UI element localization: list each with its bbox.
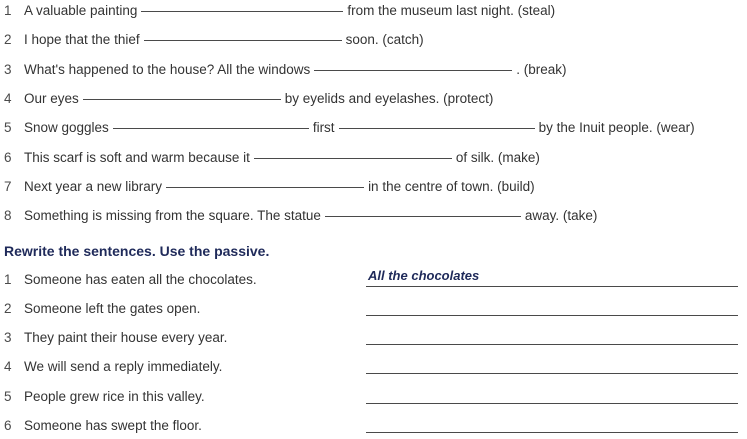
sentence-text: People grew rice in this valley. — [24, 389, 205, 404]
exercise-2-item-1 — [0, 272, 257, 287]
answer-blank[interactable] — [339, 127, 535, 129]
item-number: 4 — [4, 91, 12, 106]
exercise-2-item-2 — [0, 301, 200, 316]
exercise-2-item-4 — [0, 359, 222, 374]
sentence-middle: first — [312, 120, 335, 135]
exercise-1-item-3 — [0, 62, 567, 77]
answer-line[interactable] — [366, 285, 738, 287]
item-number: 3 — [4, 330, 12, 345]
answer-line[interactable] — [366, 314, 738, 316]
answer-line[interactable] — [366, 372, 738, 374]
sentence-start: I hope that the thief — [24, 32, 140, 47]
item-number: 1 — [4, 3, 12, 18]
item-number: 2 — [4, 32, 12, 47]
item-number: 8 — [4, 208, 12, 223]
sentence-end: in the centre of town. (build) — [368, 179, 535, 194]
answer-blank[interactable] — [166, 186, 364, 188]
sentence-start: A valuable painting — [24, 3, 138, 18]
answer-line[interactable] — [366, 402, 738, 404]
item-number: 2 — [4, 301, 12, 316]
sentence-end: away. (take) — [524, 208, 598, 223]
exercise-2-item-5 — [0, 389, 205, 404]
answer-blank[interactable] — [325, 215, 521, 217]
exercise-1-item-5 — [0, 120, 695, 135]
item-number: 1 — [4, 272, 12, 287]
exercise-2-instruction: Rewrite the sentences. Use the passive. — [4, 243, 270, 259]
item-number: 5 — [4, 120, 12, 135]
answer-blank[interactable] — [254, 157, 452, 159]
sentence-text: Someone has eaten all the chocolates. — [24, 272, 257, 287]
sentence-end: soon. (catch) — [345, 32, 424, 47]
sentence-start: What's happened to the house? All the windows — [24, 62, 311, 77]
exercise-2-item-3 — [0, 330, 227, 345]
item-number: 6 — [4, 150, 12, 165]
exercise-1-item-2 — [0, 32, 424, 47]
sentence-end: by eyelids and eyelashes. (protect) — [284, 91, 494, 106]
answer-blank[interactable] — [141, 10, 343, 12]
answer-blank[interactable] — [144, 39, 342, 41]
answer-blank[interactable] — [113, 127, 309, 129]
item-number: 4 — [4, 359, 12, 374]
exercise-2-item-6 — [0, 418, 202, 433]
sentence-end: by the Inuit people. (wear) — [538, 120, 695, 135]
exercise-1-item-7 — [0, 179, 535, 194]
answer-blank[interactable] — [314, 69, 512, 71]
sentence-text: They paint their house every year. — [24, 330, 228, 345]
sentence-text: Someone left the gates open. — [24, 301, 201, 316]
exercise-1-item-1 — [0, 3, 555, 18]
item-number: 3 — [4, 62, 12, 77]
sentence-start: Something is missing from the square. The statue — [24, 208, 321, 223]
exercise-1-item-6 — [0, 150, 540, 165]
sentence-start: Next year a new library — [24, 179, 163, 194]
sentence-start: Snow goggles — [24, 120, 109, 135]
sentence-start: This scarf is soft and warm because it — [24, 150, 250, 165]
answer-line[interactable] — [366, 343, 738, 345]
sentence-end: of silk. (make) — [455, 150, 540, 165]
sentence-start: Our eyes — [24, 91, 79, 106]
answer-blank[interactable] — [83, 98, 281, 100]
item-number: 7 — [4, 179, 12, 194]
sentence-end: . (break) — [516, 62, 567, 77]
item-number: 5 — [4, 389, 12, 404]
sentence-text: Someone has swept the floor. — [24, 418, 202, 433]
sentence-end: from the museum last night. (steal) — [347, 3, 556, 18]
sentence-text: We will send a reply immediately. — [24, 359, 223, 374]
exercise-1-item-8 — [0, 208, 597, 223]
example-answer: All the chocolates — [368, 268, 480, 283]
exercise-1-item-4 — [0, 91, 493, 106]
item-number: 6 — [4, 418, 12, 433]
answer-line[interactable] — [366, 431, 738, 433]
